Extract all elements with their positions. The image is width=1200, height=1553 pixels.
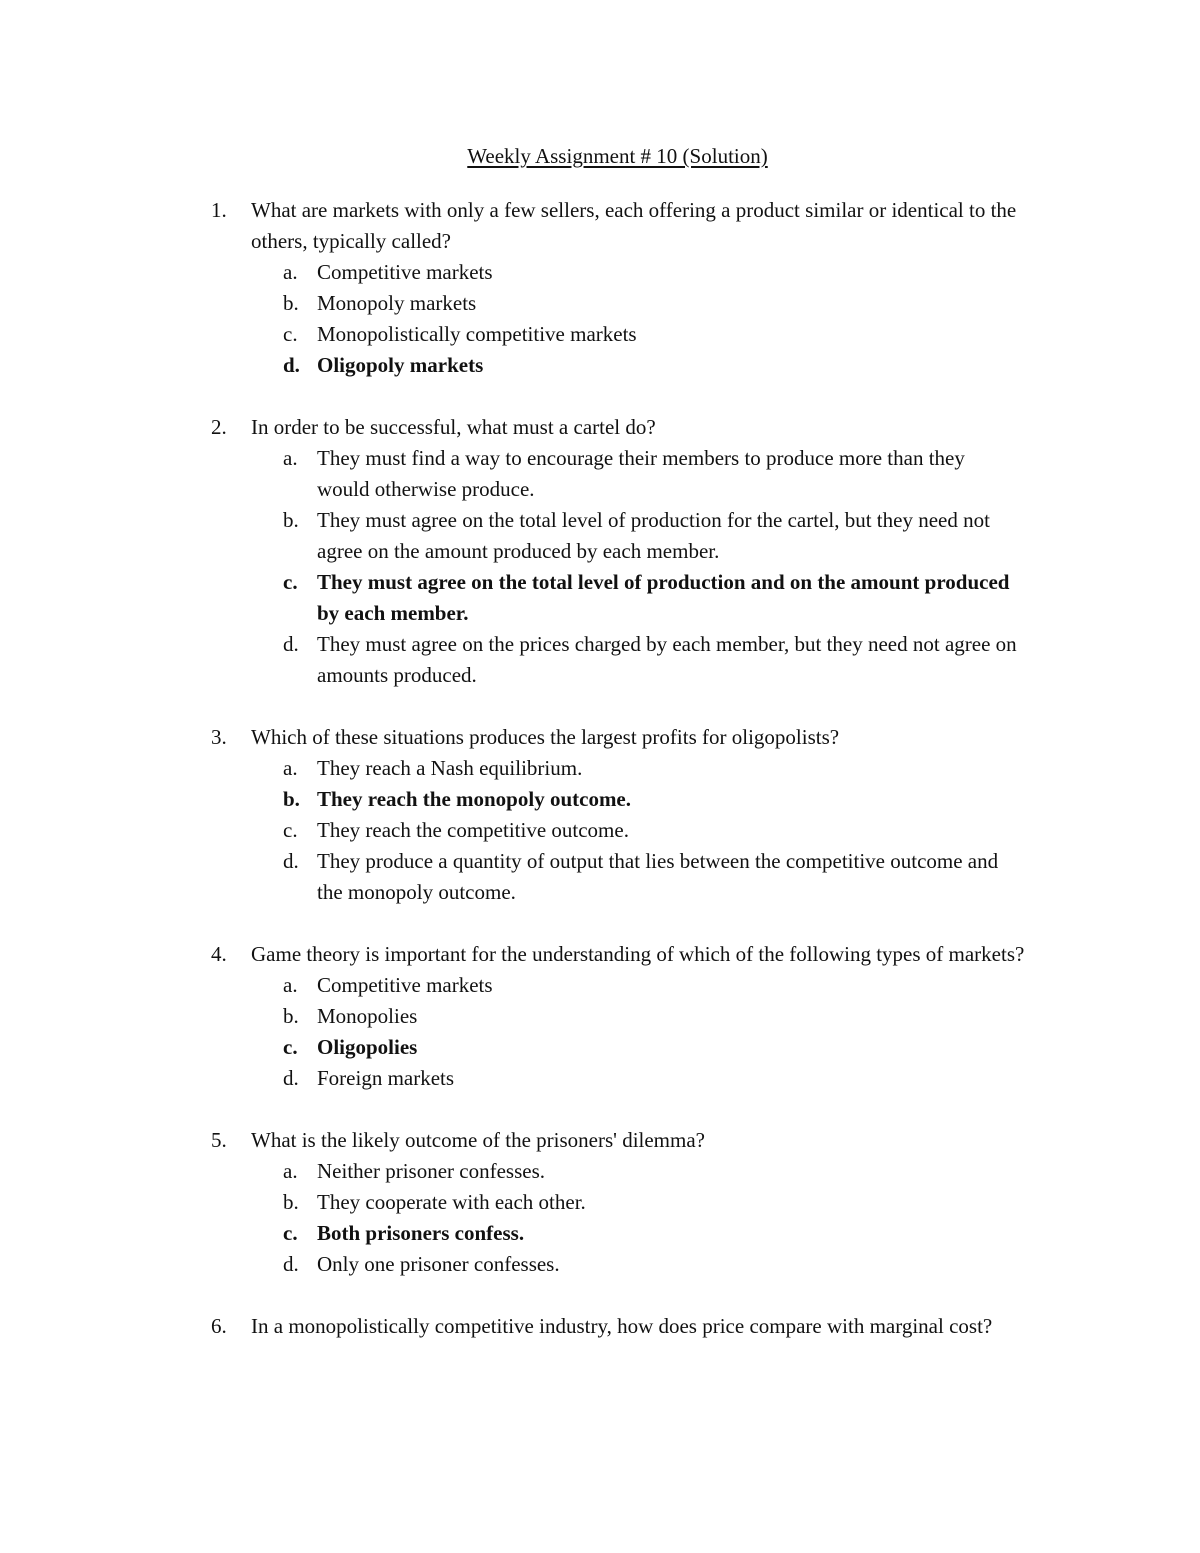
choice-d-correct-answer	[283, 350, 1057, 381]
choice-text: Competitive markets	[317, 260, 493, 284]
choice-d	[283, 846, 1057, 908]
choice-letter: a.	[283, 260, 298, 284]
choice-text: They must agree on the prices charged by each member, but they need not agree on amounts produced.	[317, 632, 1017, 687]
question-number: 6.	[211, 1314, 227, 1338]
question-4	[207, 939, 1057, 1094]
question-number: 4.	[211, 942, 227, 966]
choice-a	[283, 970, 1057, 1001]
choice-c-correct-answer	[283, 567, 1057, 629]
choice-text: Monopolistically competitive markets	[317, 322, 637, 346]
choice-letter: b.	[283, 1004, 299, 1028]
question-stem	[207, 1125, 1057, 1156]
choice-letter: b.	[283, 291, 299, 315]
choice-b	[283, 1001, 1057, 1032]
choice-letter: a.	[283, 973, 298, 997]
choice-list	[207, 970, 1057, 1094]
choice-text: They reach a Nash equilibrium.	[317, 756, 583, 780]
choice-text: Foreign markets	[317, 1066, 455, 1090]
choice-text: Oligopolies	[317, 1035, 418, 1059]
choice-text: They reach the monopoly outcome.	[317, 787, 632, 811]
choice-text: Competitive markets	[317, 973, 493, 997]
choice-letter: d.	[283, 632, 299, 656]
choice-letter: d.	[283, 1066, 299, 1090]
question-text: In a monopolistically competitive industry, how does price compare with marginal cost?	[251, 1314, 993, 1338]
question-number: 2.	[211, 415, 227, 439]
choice-c-correct-answer	[283, 1032, 1057, 1063]
choice-letter: b.	[283, 1190, 299, 1214]
question-text: What are markets with only a few sellers, each offering a product similar or identical to the others, typically called?	[251, 198, 1017, 253]
choice-b	[283, 505, 1057, 567]
choice-letter: b.	[283, 787, 300, 811]
question-2	[207, 412, 1057, 691]
question-stem	[207, 1311, 1057, 1342]
choice-text: Only one prisoner confesses.	[317, 1252, 560, 1276]
choice-text: They produce a quantity of output that lies between the competitive outcome and the monopoly outcome.	[317, 849, 999, 904]
choice-c	[283, 319, 1057, 350]
question-text: Game theory is important for the understanding of which of the following types of markets?	[251, 942, 1025, 966]
choice-c-correct-answer	[283, 1218, 1057, 1249]
choice-text: They must agree on the total level of production for the cartel, but they need not agree on the amount produced by each member.	[317, 508, 990, 563]
question-number: 1.	[211, 198, 227, 222]
question-stem	[207, 722, 1057, 753]
choice-letter: d.	[283, 849, 299, 873]
choice-text: They reach the competitive outcome.	[317, 818, 629, 842]
page-title: Weekly Assignment # 10 (Solution)	[467, 144, 768, 168]
question-stem	[207, 412, 1057, 443]
question-number: 5.	[211, 1128, 227, 1152]
choice-letter: d.	[283, 1252, 299, 1276]
choice-letter: c.	[283, 1035, 298, 1059]
choice-b	[283, 1187, 1057, 1218]
choice-a	[283, 753, 1057, 784]
choice-a	[283, 443, 1057, 505]
question-text: What is the likely outcome of the prisoners' dilemma?	[251, 1128, 705, 1152]
choice-text: Monopoly markets	[317, 291, 477, 315]
question-5	[207, 1125, 1057, 1280]
question-6	[207, 1311, 1057, 1342]
choice-d	[283, 629, 1057, 691]
choice-d	[283, 1063, 1057, 1094]
question-number: 3.	[211, 725, 227, 749]
question-stem	[207, 195, 1057, 257]
choice-letter: a.	[283, 1159, 298, 1183]
choice-text: They must find a way to encourage their members to produce more than they would otherwise produce.	[317, 446, 965, 501]
choice-letter: a.	[283, 756, 298, 780]
choice-text: Oligopoly markets	[317, 353, 484, 377]
choice-text: Both prisoners confess.	[317, 1221, 525, 1245]
choice-letter: a.	[283, 446, 298, 470]
choice-a	[283, 1156, 1057, 1187]
choice-text: They must agree on the total level of production and on the amount produced by each member.	[317, 570, 1010, 625]
choice-b	[283, 288, 1057, 319]
choice-list	[207, 753, 1057, 908]
choice-letter: c.	[283, 818, 298, 842]
choice-letter: c.	[283, 570, 298, 594]
question-1	[207, 195, 1057, 381]
choice-text: Monopolies	[317, 1004, 418, 1028]
choice-d	[283, 1249, 1057, 1280]
choice-a	[283, 257, 1057, 288]
choice-list	[207, 443, 1057, 691]
choice-letter: c.	[283, 1221, 298, 1245]
question-text: Which of these situations produces the largest profits for oligopolists?	[251, 725, 840, 749]
choice-c	[283, 815, 1057, 846]
choice-letter: b.	[283, 508, 299, 532]
choice-list	[207, 257, 1057, 381]
choice-letter: d.	[283, 353, 300, 377]
choice-text: Neither prisoner confesses.	[317, 1159, 546, 1183]
choice-b-correct-answer	[283, 784, 1057, 815]
question-stem	[207, 939, 1057, 970]
question-text: In order to be successful, what must a cartel do?	[251, 415, 656, 439]
choice-text: They cooperate with each other.	[317, 1190, 586, 1214]
choice-list	[207, 1156, 1057, 1280]
question-list	[207, 195, 1057, 1373]
choice-letter: c.	[283, 322, 298, 346]
question-3	[207, 722, 1057, 908]
